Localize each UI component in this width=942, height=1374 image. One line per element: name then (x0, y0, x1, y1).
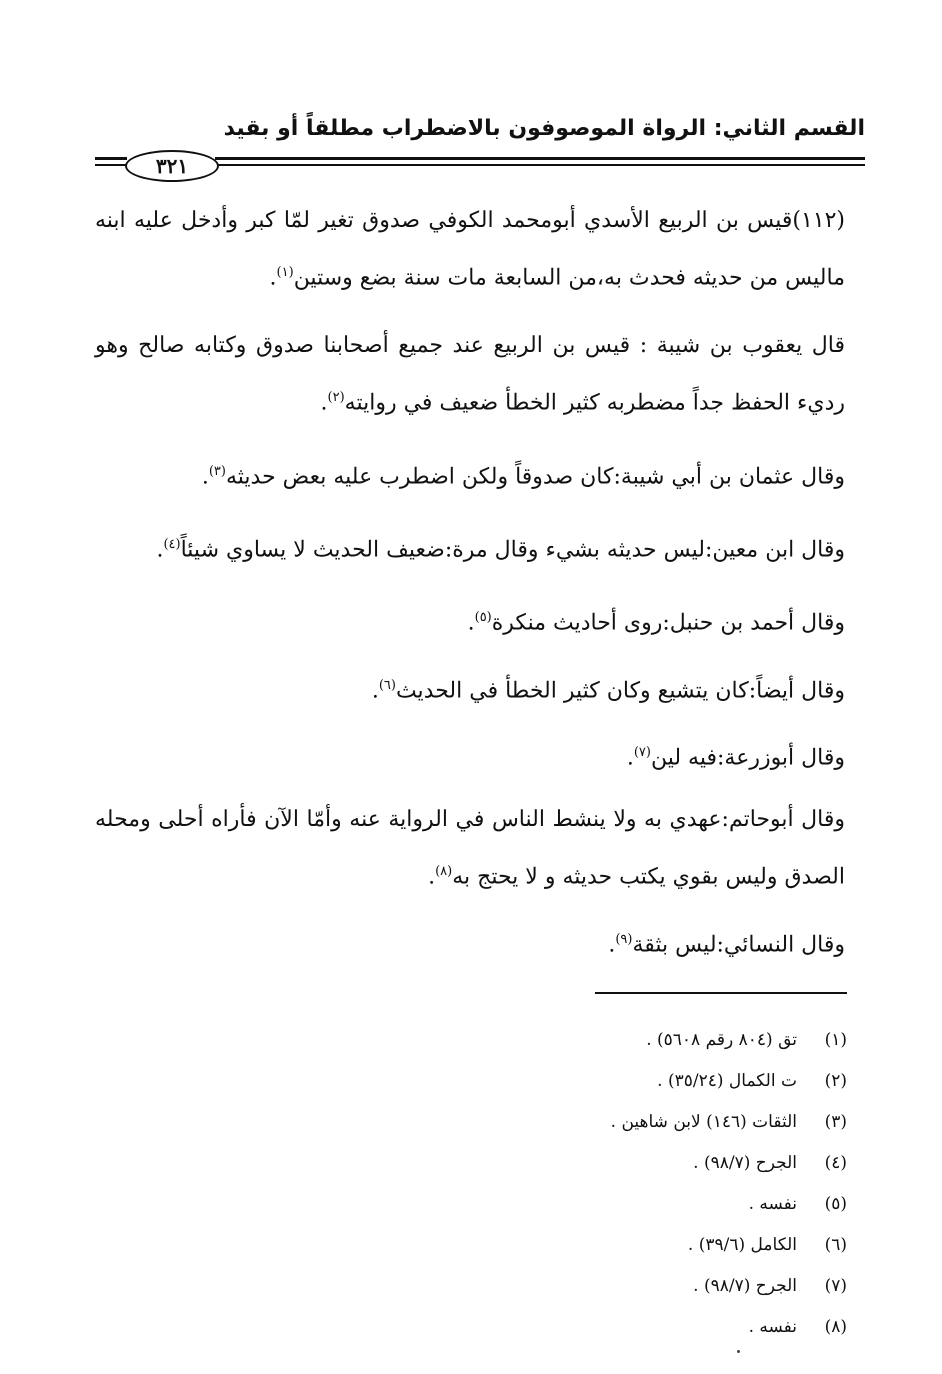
footnote-item (95, 1266, 847, 1307)
paragraph-end: . (608, 931, 616, 957)
footnote-number: (٨) (824, 1317, 847, 1337)
header-double-rule-left (95, 157, 127, 171)
footnote-item (95, 1225, 847, 1266)
footnote-ref: (٧) (633, 744, 651, 760)
page-number-oval: ٣٢١ (125, 150, 219, 182)
footnote-item (95, 1061, 847, 1102)
paragraph-end: . (371, 677, 379, 703)
footnote-number: (٦) (824, 1235, 847, 1255)
footnote-ref: (٦) (378, 677, 396, 693)
footnote-item (95, 1143, 847, 1184)
footnote-ref: (٩) (615, 931, 633, 947)
paragraph-end: . (269, 265, 277, 291)
footnote-number: (٢) (824, 1071, 847, 1091)
paragraph-yaqub (95, 320, 845, 429)
footnote-text: الثقات (١٤٦) لابن شاهين . (610, 1112, 797, 1132)
footnote-number: (٧) (824, 1276, 847, 1296)
footnote-number: (٣) (824, 1112, 847, 1132)
footnote-text: نفسه . (748, 1194, 797, 1214)
paragraph-end: . (428, 864, 436, 890)
footnote-item (95, 1184, 847, 1225)
footnote-text: الجرح (٩٨/٧) . (693, 1276, 797, 1296)
paragraph-ahmad (95, 592, 845, 649)
footnote-text: الجرح (٩٨/٧) . (693, 1153, 797, 1173)
footnote-number: (١) (824, 1030, 847, 1050)
running-title: القسم الثاني: الرواة الموصوفون بالاضطراب مطلقاً أو بقيد (223, 116, 865, 141)
paragraph-text: وقال أبوحاتم:عهدي به ولا ينشط الناس في الرواية عنه وأمّا الآن فأراه أحلى ومحله الصدق وليس بقوي يكتب حديثه و لا يحتج به (95, 807, 845, 890)
scan-speck (737, 1350, 740, 1353)
footnote-ref: (٢) (327, 390, 345, 406)
paragraph-nasai (95, 914, 845, 971)
paragraph-text: وقال أبوزرعة:فيه لين (650, 745, 845, 771)
paragraph-ibn-maeen (95, 519, 845, 576)
footnote-number: (٤) (824, 1153, 847, 1173)
footnote-separator (595, 992, 847, 994)
paragraph-end: . (201, 463, 209, 489)
footnote-number: (٥) (824, 1194, 847, 1214)
paragraph-text: وقال ابن معين:ليس حديثه بشيء وقال مرة:ضعيف الحديث لا يساوي شيئاً (180, 537, 845, 563)
footnote-text: ت الكمال (٣٥/٢٤) . (657, 1071, 797, 1091)
footnote-ref: (٤) (163, 536, 181, 552)
paragraph-ahmad-also (95, 660, 845, 717)
footnote-ref: (٣) (208, 463, 226, 479)
footnote-ref: (١) (276, 265, 294, 280)
paragraph-end: . (626, 745, 634, 771)
paragraph-text: (١١٢)قيس بن الربيع الأسدي أبومحمد الكوفي صدوق تغير لمّا كبر وأدخل عليه ابنه ماليس من حديثه فحدث به،من السابعة مات سنة بضع وستين (95, 208, 845, 291)
footnote-ref: (٥) (474, 610, 492, 626)
paragraph-entry-112 (95, 195, 845, 304)
paragraph-abu-hatim (95, 794, 845, 903)
page-header (95, 112, 865, 182)
paragraph-end: . (320, 390, 328, 416)
footnote-text: الكامل (٣٩/٦) . (687, 1235, 797, 1255)
paragraph-abu-zura (95, 727, 845, 784)
paragraph-text: وقال النسائي:ليس بثقة (632, 931, 845, 957)
footnote-text: نفسه . (748, 1317, 797, 1337)
paragraph-text: قال يعقوب بن شيبة : قيس بن الربيع عند جميع أصحابنا صدوق وكتابه صالح وهو رديء الحفظ جداً مضطربه كثير الخطأ ضعيف في روايته (95, 333, 845, 416)
footnote-text: تق (٨٠٤ رقم ٥٦٠٨) . (646, 1030, 797, 1050)
footnote-item (95, 1307, 847, 1348)
paragraph-end: . (467, 610, 475, 636)
paragraph-end: . (156, 537, 164, 563)
paragraph-text: وقال أيضاً:كان يتشيع وكان كثير الخطأ في الحديث (395, 677, 845, 703)
paragraph-text: وقال أحمد بن حنبل:روى أحاديث منكرة (491, 610, 845, 636)
main-text (95, 195, 845, 981)
footnote-item (95, 1102, 847, 1143)
footnote-item (95, 1020, 847, 1061)
header-double-rule-right (215, 157, 865, 171)
footnotes (95, 1020, 847, 1348)
footnote-ref: (٨) (435, 864, 453, 880)
paragraph-text: وقال عثمان بن أبي شيبة:كان صدوقاً ولكن اضطرب عليه بعض حديثه (225, 463, 845, 489)
paragraph-uthman (95, 446, 845, 503)
